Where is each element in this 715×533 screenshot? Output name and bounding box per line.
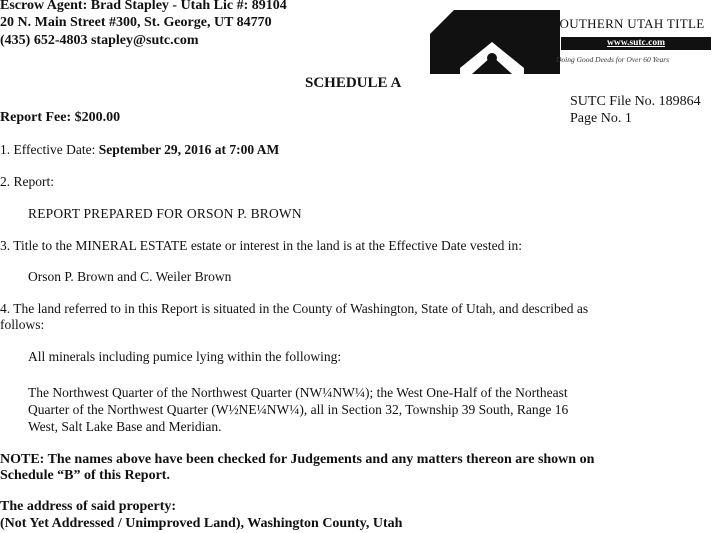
office-address-line: 20 N. Main Street #300, St. George, UT 84770	[0, 15, 272, 30]
title-suffix: estate or interest in the land is at the Effective Date vested in:	[190, 238, 522, 253]
legal-description-line2: Quarter of the Northwest Quarter (W½NE¼NW¼), all in Section 32, Township 39 South, Range 16	[28, 402, 569, 417]
property-address-label: The address of said property:	[0, 499, 177, 514]
legal-description-line3: West, Salt Lake Base and Meridian.	[28, 419, 222, 434]
legal-description-line1: The Northwest Quarter of the Northwest Quarter (NW¼NW¼); the West One-Half of the Northeast	[28, 385, 568, 400]
land-description-line1: 4. The land referred to in this Report is situated in the County of Washington, State of Utah, and described as	[0, 301, 589, 316]
schedule-title: SCHEDULE A	[305, 75, 402, 91]
title-vesting-item	[0, 237, 522, 255]
logo-website: www.sutc.com	[561, 37, 711, 50]
judgement-note-line1: NOTE: The names above have been checked for Judgements and any matters thereon are shown on	[0, 452, 595, 467]
house-logo-icon	[430, 8, 560, 78]
report-value: REPORT PREPARED FOR ORSON P. BROWN	[28, 206, 302, 221]
title-estate-type: MINERAL ESTATE	[75, 238, 188, 253]
effective-date-label: 1. Effective Date:	[0, 142, 96, 157]
report-label: 2. Report:	[0, 174, 54, 189]
vested-names: Orson P. Brown and C. Weiler Brown	[28, 269, 232, 284]
title-prefix: 3. Title to the	[0, 238, 73, 253]
logo-company-name: SOUTHERN UTAH TITLE	[552, 16, 705, 31]
land-description-line2: follows:	[0, 317, 45, 332]
judgement-note-line2: Schedule “B” of this Report.	[0, 468, 170, 483]
property-address-value: (Not Yet Addressed / Unimproved Land), Washington County, Utah	[0, 516, 403, 531]
file-number: SUTC File No. 189864	[570, 94, 701, 109]
minerals-line: All minerals including pumice lying within the following:	[28, 349, 342, 364]
logo-tagline: Doing Good Deeds for Over 60 Years	[556, 55, 670, 64]
report-fee: Report Fee: $200.00	[0, 110, 121, 125]
escrow-agent-line: Escrow Agent: Brad Stapley - Utah Lic #: 89104	[0, 0, 287, 13]
contact-line: (435) 652-4803 stapley@sutc.com	[0, 33, 199, 48]
effective-date-value: September 29, 2016 at 7:00 AM	[98, 142, 280, 157]
effective-date-item	[0, 141, 279, 159]
page-number: Page No. 1	[570, 111, 632, 126]
